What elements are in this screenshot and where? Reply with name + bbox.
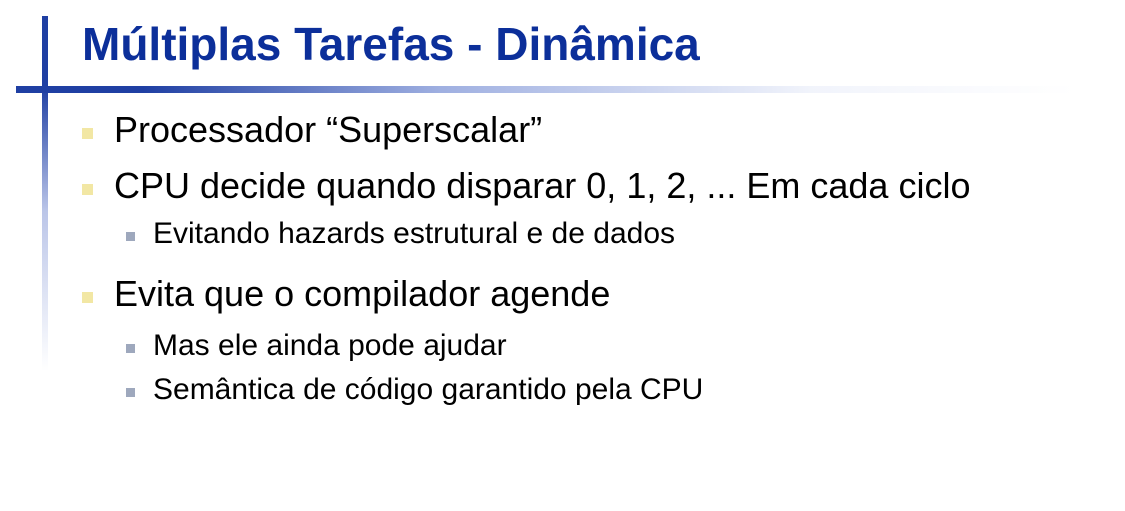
square-bullet-icon (82, 292, 93, 303)
square-bullet-icon (82, 128, 93, 139)
sub-bullet-item (80, 368, 1100, 412)
sub-bullet-text: Evitando hazards estrutural e de dados (153, 217, 675, 250)
title-underline-bar (16, 86, 1076, 93)
bullet-item (80, 160, 1100, 212)
square-bullet-icon (126, 388, 135, 397)
bullet-text: Processador “Superscalar” (114, 109, 543, 150)
bullet-list (80, 104, 1100, 412)
bullet-text: CPU decide quando disparar 0, 1, 2, ... Em cada ciclo (114, 165, 971, 206)
square-bullet-icon (126, 344, 135, 353)
bullet-item (80, 104, 1100, 156)
sub-bullet-item (80, 324, 1100, 368)
slide-title: Múltiplas Tarefas - Dinâmica (82, 18, 700, 70)
sub-bullet-text: Semântica de código garantido pela CPU (153, 373, 704, 406)
square-bullet-icon (82, 184, 93, 195)
square-bullet-icon (126, 232, 135, 241)
bullet-item (80, 268, 1100, 320)
sub-bullet-item (80, 212, 1100, 256)
sub-bullet-text: Mas ele ainda pode ajudar (153, 329, 507, 362)
bullet-text: Evita que o compilador agende (114, 273, 611, 314)
vertical-accent-bar (42, 16, 48, 371)
